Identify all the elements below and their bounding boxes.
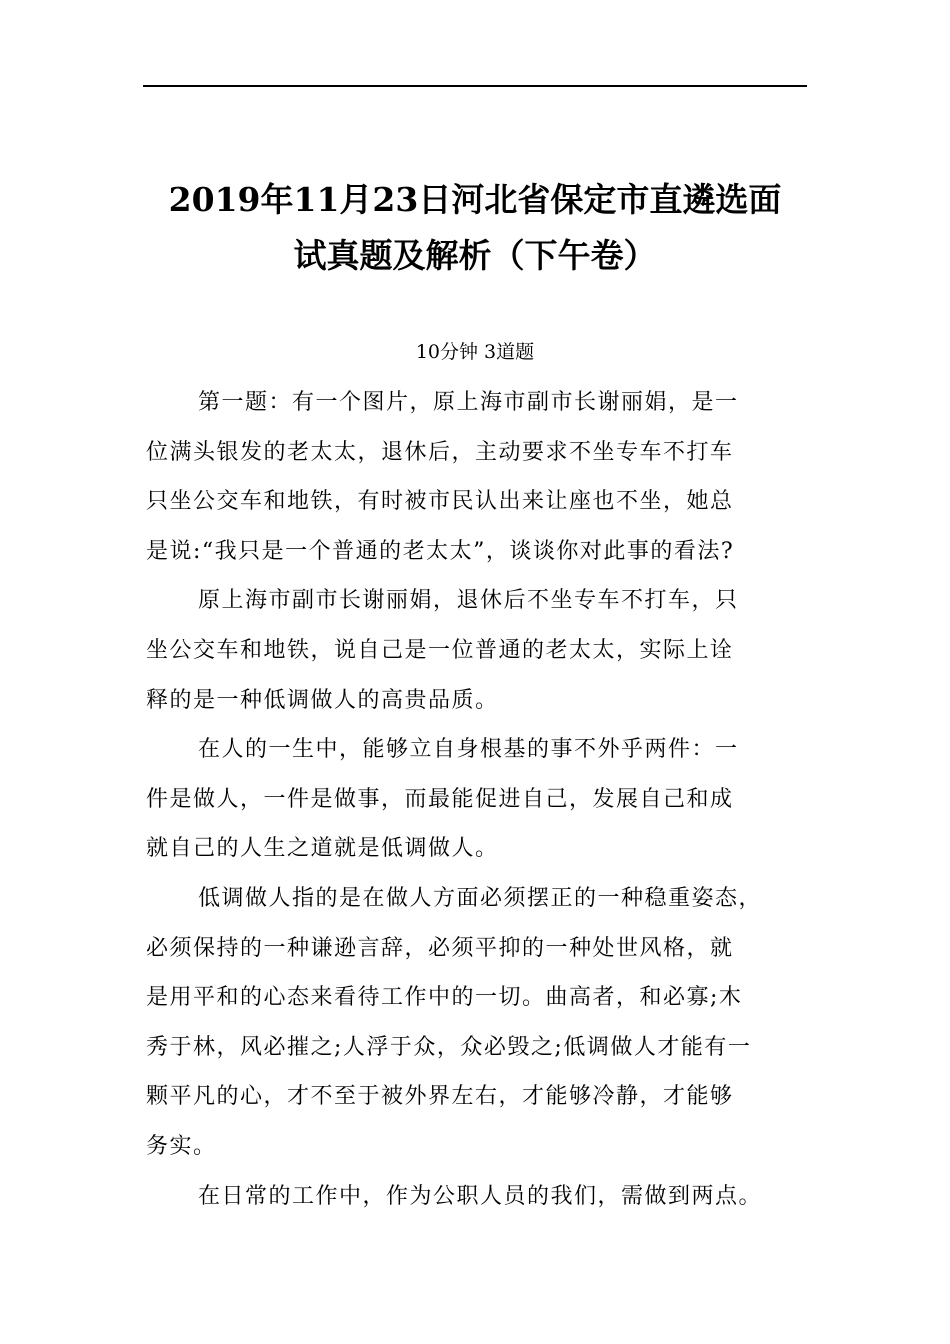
text-line: 就自己的人生之道就是低调做人。 [146, 836, 499, 862]
title-line-2: 试真题及解析（下午卷） [293, 236, 657, 275]
text-line: 是用平和的心态来看待工作中的一切。曲高者，和必寡;木 [146, 985, 743, 1011]
header-rule [143, 85, 807, 87]
title-line-1: 2019年11月23日河北省保定市直遴选面 [168, 180, 782, 219]
text-line: 件是做人，一件是做事，而最能促进自己，发展自己和成 [146, 786, 734, 812]
text-line: 在日常的工作中，作为公职人员的我们，需做到两点。 [198, 1183, 763, 1209]
text-line: 只坐公交车和地铁，有时被市民认出来让座也不坐，她总 [146, 489, 734, 515]
text-line: 坐公交车和地铁，说自己是一位普通的老太太，实际上诠 [146, 637, 734, 663]
text-line: 第一题：有一个图片，原上海市副市长谢丽娟，是一 [198, 390, 739, 415]
text-line: 释的是一种低调做人的高贵品质。 [146, 687, 499, 713]
text-line: 颗平凡的心，才不至于被外界左右，才能够冷静，才能够 [146, 1084, 734, 1110]
text-line: 必须保持的一种谦逊言辞，必须平抑的一种处世风格，就 [146, 935, 734, 961]
text-line: 务实。 [146, 1133, 217, 1159]
text-line: 原上海市副市长谢丽娟，退休后不坐专车不打车，只 [198, 588, 739, 614]
text-line: 秀于林，风必摧之;人浮于众，众必毁之;低调做人才能有一 [146, 1034, 752, 1060]
text-line: 是说:“我只是一个普通的老太太”，谈谈你对此事的看法? [146, 538, 735, 564]
text-line: 低调做人指的是在做人方面必须摆正的一种稳重姿态， [198, 885, 763, 911]
text-line: 位满头银发的老太太，退休后，主动要求不坐专车不打车 [146, 439, 734, 465]
body-text [146, 378, 816, 1221]
document-title [120, 172, 830, 284]
exam-subtitle: 10分钟 3道题 [415, 341, 535, 363]
text-line: 在人的一生中，能够立自身根基的事不外乎两件：一 [198, 737, 739, 763]
